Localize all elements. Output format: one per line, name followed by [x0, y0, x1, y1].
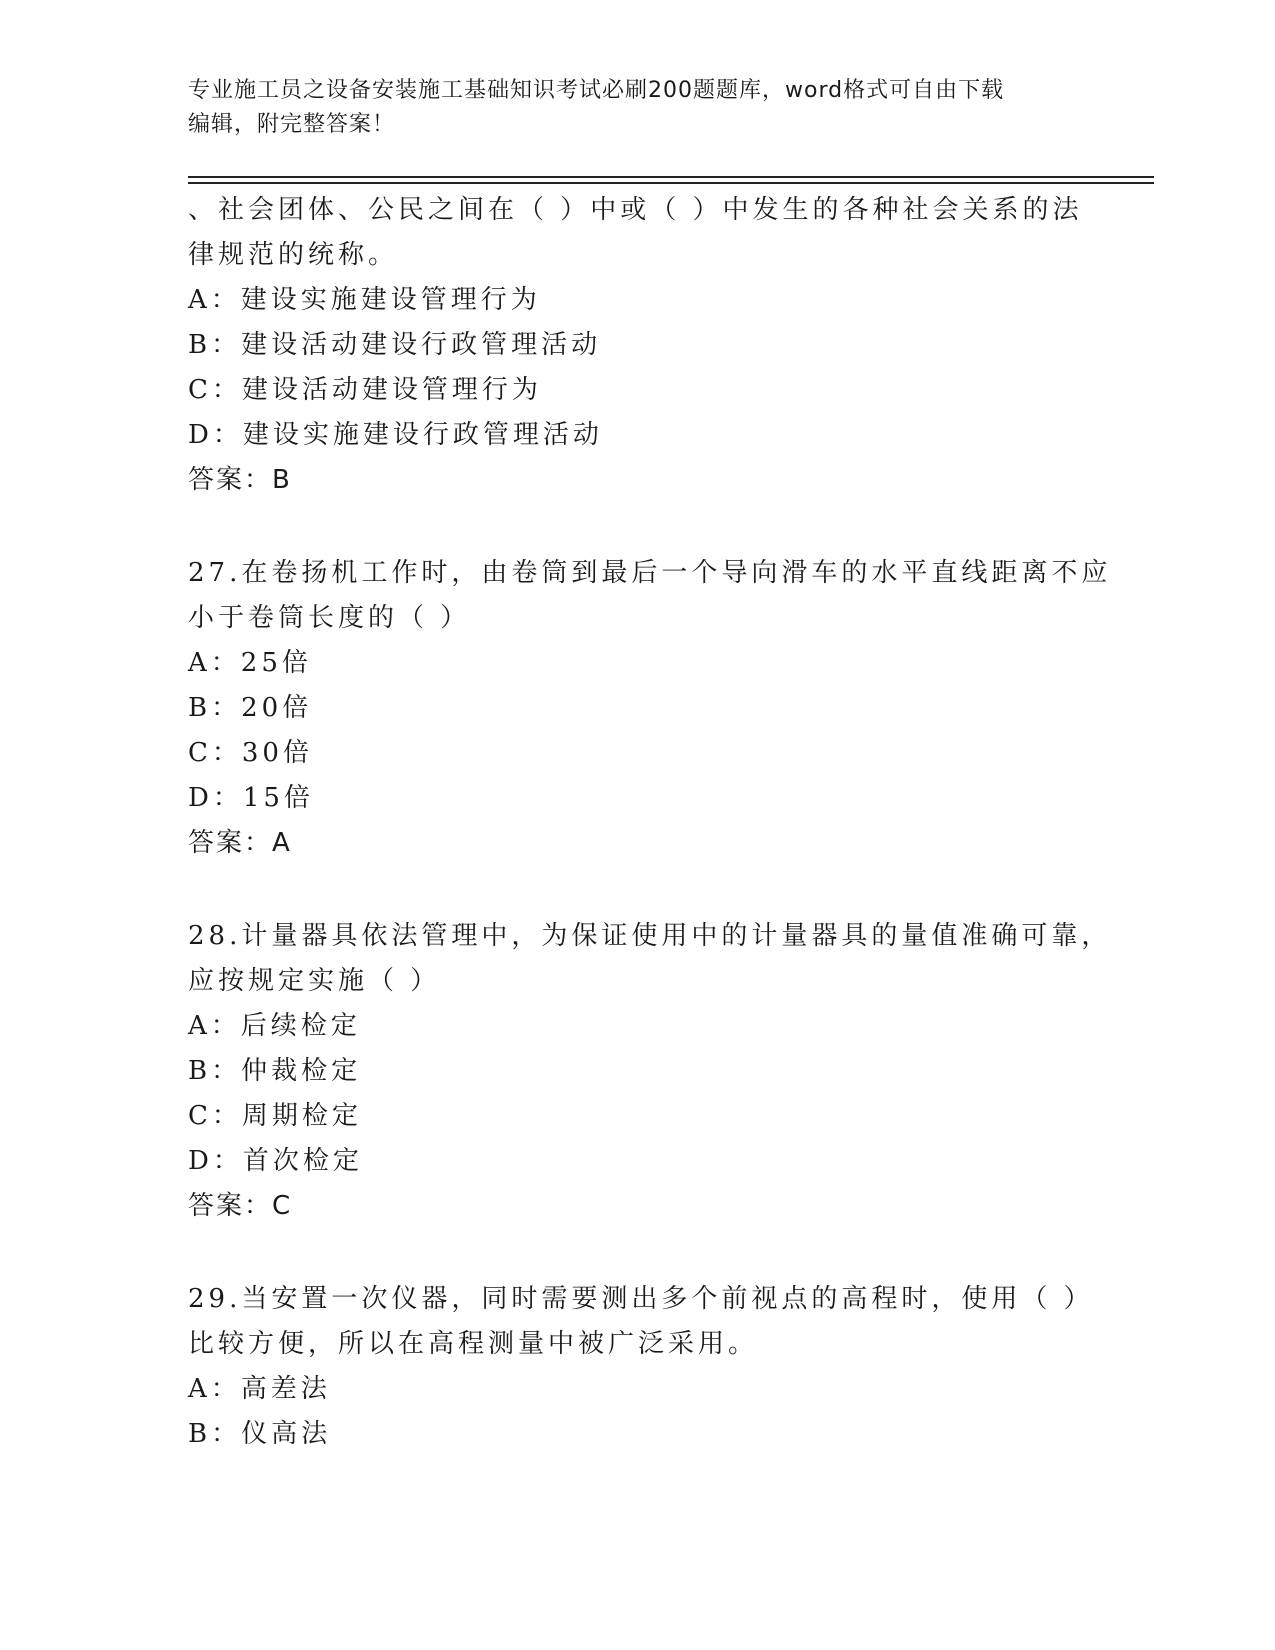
question-list: [188, 188, 1112, 1505]
header-title-line-2: 编辑，附完整答案！: [188, 112, 396, 137]
question-stem-line: 28.计量器具依法管理中，为保证使用中的计量器具的量值准确可靠，: [188, 921, 1112, 951]
question-stem-line: 比较方便，所以在高程测量中被广泛采用。: [188, 1329, 759, 1359]
question-option: D：建设实施建设行政管理活动: [188, 420, 603, 450]
question-option: C：建设活动建设管理行为: [188, 375, 542, 405]
question-item: [188, 188, 1088, 503]
question-option: C：周期检定: [188, 1101, 362, 1131]
question-stem-line: 小于卷筒长度的（ ）: [188, 603, 471, 633]
question-option: A：25倍: [188, 648, 312, 678]
question-option: A：高差法: [188, 1374, 331, 1404]
question-option: B：建设活动建设行政管理活动: [188, 330, 602, 360]
header-divider-bottom: [188, 182, 1154, 184]
question-item: [188, 914, 1112, 1229]
question-option: B：仪高法: [188, 1419, 332, 1449]
question-stem-line: 律规范的统称。: [188, 240, 399, 270]
question-option: B：20倍: [188, 693, 313, 723]
question-stem-line: 27.在卷扬机工作时，由卷筒到最后一个导向滑车的水平直线距离不应: [188, 558, 1112, 588]
question-option: D：首次检定: [188, 1146, 363, 1176]
question-option: C：30倍: [188, 738, 313, 768]
question-stem-line: 29.当安置一次仪器，同时需要测出多个前视点的高程时，使用（ ）: [188, 1284, 1094, 1314]
question-stem-line: 应按规定实施（ ）: [188, 966, 441, 996]
question-answer: 答案：A: [188, 828, 292, 858]
header-divider-top: [188, 176, 1154, 178]
question-answer: 答案：B: [188, 465, 292, 495]
question-stem-line: 、社会团体、公民之间在（ ）中或（ ）中发生的各种社会关系的法: [188, 195, 1083, 225]
document-header: [188, 74, 1068, 142]
question-item: [188, 1277, 1094, 1457]
question-option: A：建设实施建设管理行为: [188, 285, 541, 315]
header-title-line-1: 专业施工员之设备安装施工基础知识考试必刷200题题库，word格式可自由下载: [188, 78, 1005, 103]
question-answer: 答案：C: [188, 1191, 293, 1221]
question-option: D：15倍: [188, 783, 314, 813]
question-item: [188, 551, 1112, 866]
question-option: A：后续检定: [188, 1011, 361, 1041]
question-option: B：仲裁检定: [188, 1056, 362, 1086]
